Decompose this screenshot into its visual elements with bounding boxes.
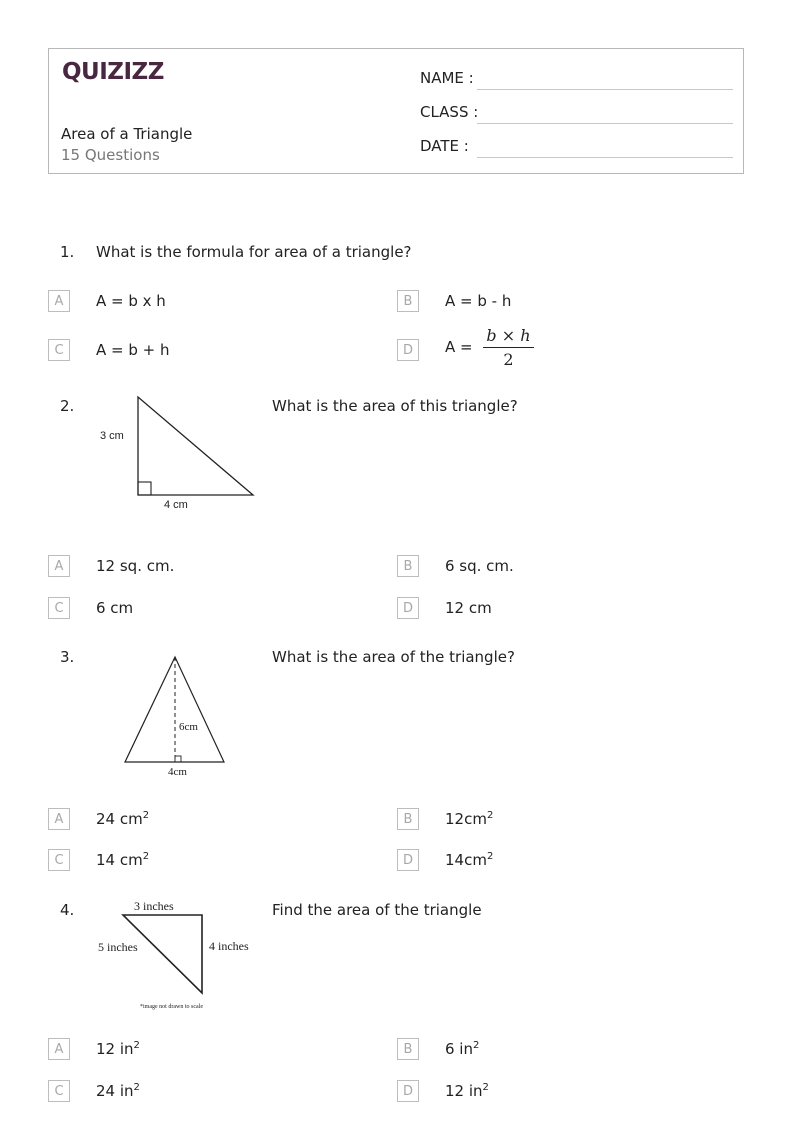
option-b-text (445, 810, 493, 828)
option-d-text (445, 851, 493, 869)
option-c-exponent: 2 (142, 851, 150, 862)
option-b-exponent: 2 (486, 810, 494, 821)
option-a-exponent: 2 (142, 810, 150, 821)
option-b-value: 12cm (445, 810, 487, 828)
question-count: 15 Questions (61, 146, 160, 164)
base-label: 4cm (168, 766, 187, 778)
question-4-number: 4. (60, 901, 75, 919)
option-a-value: 24 cm (96, 810, 143, 828)
option-box-c[interactable]: C (48, 339, 70, 361)
option-d-exponent: 2 (486, 851, 494, 862)
option-c-text: 6 cm (96, 599, 134, 617)
option-b-value: 6 in (445, 1040, 473, 1058)
option-b-exponent: 2 (473, 1040, 480, 1051)
option-d-exponent: 2 (482, 1082, 489, 1093)
option-d-value: 12 in (445, 1082, 483, 1100)
question-2-number: 2. (60, 397, 75, 415)
left-label: 5 inches (98, 940, 138, 954)
option-d-value: 14cm (445, 851, 487, 869)
question-4-text: Find the area of the triangle (272, 901, 482, 919)
option-a-text: A = b x h (96, 292, 166, 310)
option-box-b[interactable]: B (397, 808, 419, 830)
right-triangle-inches-figure (92, 895, 262, 1017)
option-b-text: 6 sq. cm. (445, 557, 514, 575)
option-c-value: 14 cm (96, 851, 143, 869)
option-d-text: 12 cm (445, 599, 492, 617)
worksheet-title: Area of a Triangle (61, 125, 193, 143)
question-1-text: What is the formula for area of a triangle? (96, 243, 412, 261)
isosceles-triangle-figure (110, 650, 240, 782)
scale-note: *image not drawn to scale (140, 1004, 203, 1010)
option-box-d[interactable]: D (397, 339, 419, 361)
class-label: CLASS : (420, 103, 479, 121)
date-label: DATE : (420, 137, 469, 155)
option-box-d[interactable]: D (397, 1080, 419, 1102)
class-field[interactable] (477, 123, 733, 124)
option-box-c[interactable]: C (48, 597, 70, 619)
option-box-a[interactable]: A (48, 555, 70, 577)
base-label: 4 cm (164, 499, 188, 511)
option-box-a[interactable]: A (48, 808, 70, 830)
right-angle-mark (175, 756, 181, 762)
option-c-text (96, 1082, 140, 1100)
option-box-a[interactable]: A (48, 290, 70, 312)
triangle-shape (138, 397, 253, 495)
option-box-c[interactable]: C (48, 849, 70, 871)
quizizz-logo: QUIZIZZ (62, 59, 164, 85)
option-box-a[interactable]: A (48, 1038, 70, 1060)
option-a-text: 12 sq. cm. (96, 557, 175, 575)
top-label: 3 inches (134, 899, 174, 913)
fraction-numerator: b × h (483, 326, 533, 348)
right-triangle-figure (96, 390, 266, 515)
triangle-shape (123, 915, 202, 993)
option-b-text (445, 1040, 479, 1058)
fraction-denominator: 2 (503, 350, 514, 369)
option-box-d[interactable]: D (397, 849, 419, 871)
fraction (483, 326, 533, 369)
option-c-value: 24 in (96, 1082, 134, 1100)
question-1-number: 1. (60, 243, 75, 261)
name-label: NAME : (420, 69, 474, 87)
question-3-text: What is the area of the triangle? (272, 648, 515, 666)
right-label: 4 inches (209, 939, 249, 953)
worksheet-header (48, 48, 744, 174)
option-c-text: A = b + h (96, 341, 170, 359)
option-a-value: 12 in (96, 1040, 134, 1058)
option-b-text: A = b - h (445, 292, 512, 310)
question-3-number: 3. (60, 648, 75, 666)
option-d-prefix: A = (445, 338, 473, 356)
option-a-exponent: 2 (133, 1040, 140, 1051)
option-box-b[interactable]: B (397, 555, 419, 577)
option-a-text (96, 810, 149, 828)
right-angle-mark (138, 482, 151, 495)
option-box-b[interactable]: B (397, 1038, 419, 1060)
option-d-formula (445, 326, 534, 369)
height-label: 6cm (179, 721, 198, 733)
date-field[interactable] (477, 157, 733, 158)
question-2-text: What is the area of this triangle? (272, 397, 518, 415)
side-label: 3 cm (100, 430, 124, 442)
option-d-text (445, 1082, 489, 1100)
option-box-c[interactable]: C (48, 1080, 70, 1102)
option-box-b[interactable]: B (397, 290, 419, 312)
option-c-exponent: 2 (133, 1082, 140, 1093)
option-c-text (96, 851, 149, 869)
option-box-d[interactable]: D (397, 597, 419, 619)
option-a-text (96, 1040, 140, 1058)
name-field[interactable] (477, 89, 733, 90)
